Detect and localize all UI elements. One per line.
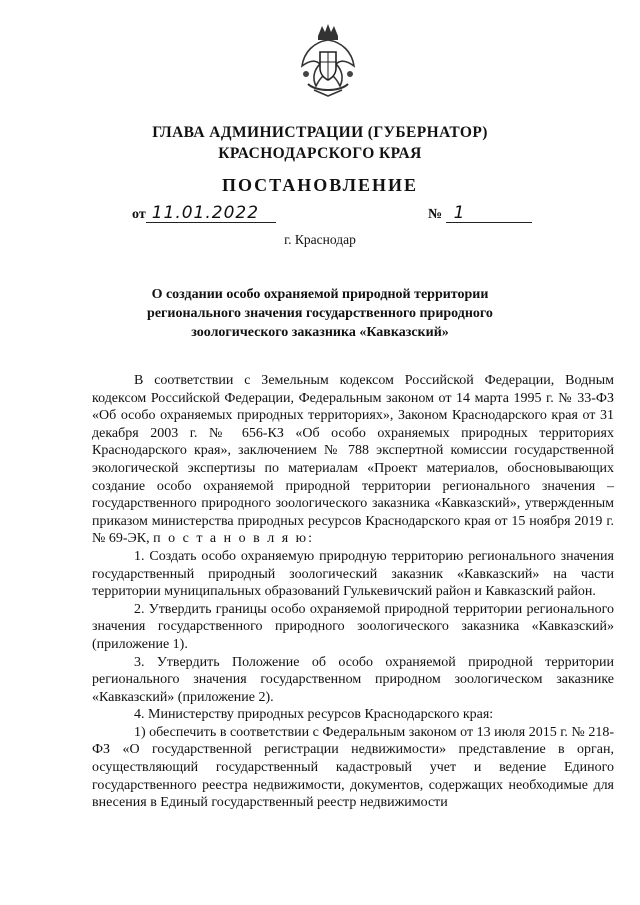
document-type: ПОСТАНОВЛЕНИЕ	[221, 175, 419, 195]
number-field	[428, 205, 532, 223]
number-value: 1	[446, 205, 532, 223]
issuer-line-1: ГЛАВА АДМИНИСТРАЦИИ (ГУБЕРНАТОР)	[152, 124, 488, 141]
number-label: №	[428, 207, 443, 222]
coat-of-arms-icon	[296, 22, 360, 98]
date-value: 11.01.2022	[146, 205, 276, 223]
subject-line-1: О создании особо охраняемой природной территории	[151, 287, 489, 302]
preamble-text: В соответствии с Земельным кодексом Российской Федерации, Водным кодексом Российской Федерации, Федеральным законом от 14 марта 1995 г. № 33-ФЗ «Об особо охраняемых природных территориях», Законом Краснодарского края от 31 декабря 2003 г. № 656-КЗ «Об особо охраняемых природных территориях Краснодарского края», заключением № 788 экспертной комиссии государственной экологической экспертизы по материалам «Проект материалов, обосновывающих создание особо охраняемой природной территории регионального значения – государственного природного зоологического заказника «Кавказский», утвержденным приказом министерства природных ресурсов Краснодарского края от 15 ноября 2019 г. № 69-ЭК,	[92, 373, 614, 547]
date-field	[132, 205, 276, 223]
issuer-line-2: КРАСНОДАРСКОГО КРАЯ	[218, 145, 422, 162]
subject-line-2: регионального значения государственного природного	[147, 306, 493, 321]
city: г. Краснодар	[284, 232, 356, 247]
preamble-paragraph	[92, 372, 614, 548]
document-subject	[0, 285, 640, 342]
subject-line-3: зоологического заказника «Кавказский»	[191, 325, 449, 340]
item-3: 3. Утвердить Положение об особо охраняемой природной территории регионального значения государственном природном зоологическом заказнике «Кавказский» (приложение 2).	[92, 654, 614, 705]
date-label: от	[132, 207, 146, 222]
item-4-1: 1) обеспечить в соответствии с Федеральным законом от 13 июля 2015 г. № 218-ФЗ «О государственной регистрации недвижимости» представление в орган, осуществляющий государственный кадастровый учет и ведение Единого государственного реестра недвижимости, документов, содержащих необходимые для внесения в Единый государственный реестр недвижимости	[92, 724, 614, 811]
document-body	[92, 372, 614, 812]
item-1: 1. Создать особо охраняемую природную территорию регионального значения государственный природный зоологический заказник «Кавказский» на части территории муниципальных образований Гулькевичский район и Кавказский район.	[92, 548, 614, 600]
item-4: 4. Министерству природных ресурсов Краснодарского края:	[134, 707, 494, 723]
item-2: 2. Утвердить границы особо охраняемой природной территории регионального значения государственного природного зоологического заказника «Кавказский» (приложение 1).	[92, 601, 614, 652]
decree-phrase: п о с т а н о в л я ю:	[153, 531, 315, 547]
